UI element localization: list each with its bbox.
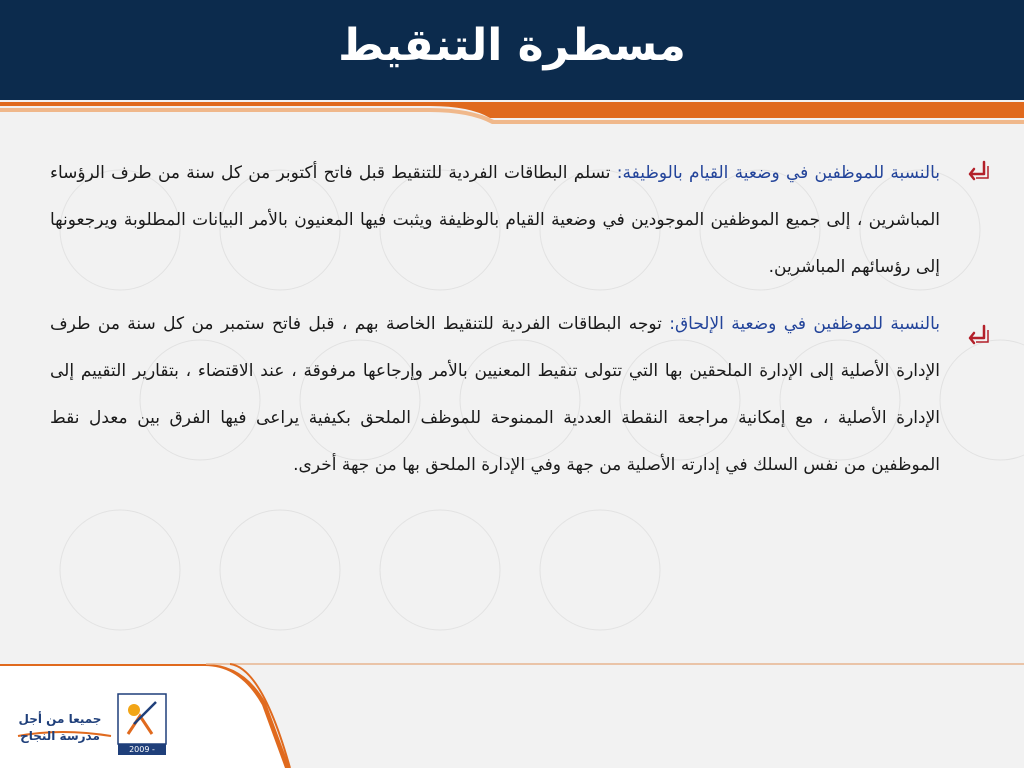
- slide-title: مسطرة التنقيط: [338, 20, 686, 71]
- logo-years: 2009 - 2012: [118, 744, 166, 755]
- paragraph-lead: بالنسبة للموظفين في وضعية الإلحاق:: [669, 314, 940, 334]
- logo-line2: مدرسة النجاح: [20, 729, 100, 743]
- arrow-bullet-icon: [962, 322, 992, 352]
- arrow-bullet-icon: [962, 158, 992, 188]
- logo-line1: جميعا من أجل: [18, 712, 102, 726]
- paragraph-body: توجه البطاقات الفردية للتنقيط الخاصة بهم ، قبل فاتح ستمبر من كل سنة من طرف الإدارة الأصلية إلى الإدارة الملحقين بها التي تتولى تنقيط المعنيين بالأمر وإرجاعها مرفوقة ، عند الاقتضاء ، بتقارير التقييم إلى الإدارة الأصلية ، مع إمكانية مراجعة النقطة العددية الممنوحة للموظف الملحق بكيفية يراعى فيها الفرق بين معدل نقط الموظفين من نفس السلك في إدارته الأصلية من جهة وفي الإدارة الملحق بها من جهة أخرى.: [50, 314, 940, 475]
- paragraph-active-service: [50, 150, 940, 291]
- paragraph-body: تسلم البطاقات الفردية للتنقيط قبل فاتح أكتوبر من كل سنة من طرف الرؤساء المباشرين ، إلى جميع الموظفين الموجودين في وضعية القيام بالوظيفة ويثبت فيها المعنيون بالأمر البيانات المطلوبة ويرجعونها إلى رؤسائهم المباشرين.: [50, 163, 940, 277]
- paragraph-secondment: [50, 301, 940, 489]
- paragraph-lead: بالنسبة للموظفين في وضعية القيام بالوظيفة:: [616, 163, 941, 183]
- logo-text: [10, 711, 110, 745]
- sun-icon: [128, 704, 140, 716]
- slide-body: [50, 150, 940, 499]
